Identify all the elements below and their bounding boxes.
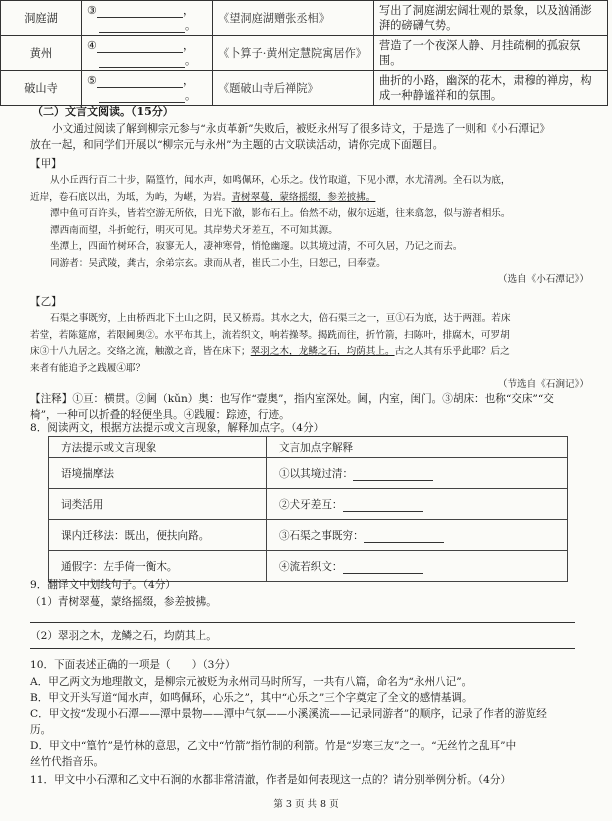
answer-slot: ⑤ ， 。 <box>82 71 213 106</box>
answer-prompt: ①以其境过清： <box>278 467 354 480</box>
q9-part-2: （2）翠羽之木，龙鳞之石，均荫其上。 <box>30 630 217 642</box>
question-9: 9．翻译文中划线句子。（4分） <box>30 579 176 591</box>
q10-options <box>30 674 605 770</box>
blank-line[interactable] <box>97 5 183 18</box>
jia-line: 近岸，卷石底以出，为坻，为屿，为嵁，为岩。 <box>30 191 232 203</box>
table-header-row <box>49 437 568 458</box>
option-d-cont: 丝竹代指音乐。 <box>30 756 105 768</box>
option-c-cont: 历。 <box>30 724 52 736</box>
blank-line[interactable] <box>99 20 185 33</box>
page-footer: 第 3 页 共 8 页 <box>273 799 339 810</box>
slot-number: ④ <box>87 39 98 52</box>
notes-line: 【注释】①亘：横贯。②阃（kǔn）奥：也写作“壸奥”，指内室深处。阃，内室，闺门。③胡床：也称“交床”“交 <box>30 393 554 405</box>
blank-line[interactable] <box>99 90 185 103</box>
blank-line[interactable] <box>99 55 185 68</box>
answer-blank[interactable] <box>343 499 423 512</box>
answer-prompt: ④流若织文： <box>278 560 343 573</box>
answer-slot: ④ ， 。 <box>82 36 213 71</box>
method-cell: 语境揣摩法 <box>49 458 267 489</box>
yi-line: 石渠之事既穷，上由桥西北下土山之阴，民又桥焉。其水之大，倍石渠三之一，亘①石为底，达于两涯。若床 <box>50 313 511 324</box>
option-c: C．甲文按“发现小石潭——潭中景物——潭中气氛——小溪溪流——记录同游者”的顺序，记录了作者的游览经 <box>30 708 547 720</box>
yi-line: 古之人其有乐乎此耶？后之 <box>394 346 510 357</box>
question-11: 11．甲文中小石潭和乙文中石涧的水都非常清澈，作者是如何表现这一点的？请分别举例分析。（4分） <box>30 774 512 786</box>
yi-underlined-sentence: 翠羽之木，龙鳞之石，均荫其上。 <box>250 346 395 357</box>
section-title: （二）文言文阅读。（15分） <box>32 105 174 118</box>
slot-number: ⑤ <box>87 74 98 87</box>
q9-part-1: （1）青树翠蔓，蒙络摇缀，参差披拂。 <box>30 596 217 608</box>
answer-prompt: ③石渠之事既穷： <box>278 529 364 542</box>
column-header: 方法提示或文言现象 <box>49 437 267 458</box>
notes-line: 椅”，一种可以折叠的轻便坐具。④践履：踪迹，行迹。 <box>30 409 290 421</box>
answer-blank[interactable] <box>353 468 433 481</box>
answer-cell <box>266 489 567 520</box>
landscape-table <box>0 0 608 106</box>
answer-prompt: ②犬牙差互： <box>278 498 343 511</box>
jia-label: 【甲】 <box>30 158 62 170</box>
yi-label: 【乙】 <box>30 296 62 308</box>
intro-line: 放在一起，和同学们开展以“柳宗元与永州”为主题的古文联读活动，请你完成下面题目。 <box>30 139 444 151</box>
poem-cell: 《题破山寺后禅院》 <box>213 71 374 106</box>
desc-cell: 营造了一个夜深人静、月挂疏桐的孤寂氛围。 <box>374 36 608 71</box>
place-cell: 洞庭湖 <box>1 1 82 36</box>
yi-line: 床③十八九居之。交络之流，触激之音，皆在床下； <box>30 346 251 357</box>
table-row <box>49 458 568 489</box>
answer-blank[interactable] <box>364 530 444 543</box>
option-d: D．甲文中“篁竹”是竹林的意思，乙文中“竹箭”指竹制的利箭。竹是“岁寒三友”之一。“无丝竹之乱耳”中 <box>30 740 517 752</box>
column-header: 文言加点字解释 <box>266 437 567 458</box>
poem-cell: 《卜算子·黄州定慧院寓居作》 <box>213 36 374 71</box>
answer-blank[interactable] <box>343 561 423 574</box>
table-row <box>1 36 608 71</box>
yi-source: （节选自《石涧记》） <box>497 379 589 390</box>
answer-cell <box>266 458 567 489</box>
blank-line[interactable] <box>97 40 183 53</box>
answer-cell <box>266 551 567 582</box>
option-b: B．甲文开头写道“闻水声，如鸣佩环，心乐之”，其中“心乐之”三个字奠定了全文的感情基调。 <box>30 692 473 704</box>
method-cell: 词类活用 <box>49 489 267 520</box>
poem-cell: 《望洞庭湖赠张丞相》 <box>213 1 374 36</box>
jia-source: （选自《小石潭记》） <box>497 274 589 285</box>
table-row <box>1 71 608 106</box>
jia-line: 同游者：吴武陵，龚古，余弟宗玄。隶而从者，崔氏二小生，曰恕己，曰奉壹。 <box>50 257 386 269</box>
place-cell: 破山寺 <box>1 71 82 106</box>
table-row <box>49 489 568 520</box>
method-cell: 课内迁移法：既出，便扶向路。 <box>49 520 267 551</box>
yi-text <box>30 311 605 394</box>
yi-line: 来者有能追予之践履④耶？ <box>30 362 146 374</box>
table-row <box>49 520 568 551</box>
option-a: A．甲乙两文为地理散文，是柳宗元被贬为永州司马时所写，一共有八篇，命名为“永州八记”。 <box>30 676 473 688</box>
place-cell: 黄州 <box>1 36 82 71</box>
jia-line: 潭西南而望，斗折蛇行，明灭可见。其岸势犬牙差互，不可知其源。 <box>50 224 338 236</box>
intro-line: 小文通过阅读了解到柳宗元参与“永贞革新”失败后，被贬永州写了很多诗文，于是选了一则和《小石潭记》 <box>52 123 551 135</box>
intro <box>30 121 600 153</box>
q8-table <box>48 436 568 582</box>
answer-slot: ③ ， 。 <box>82 1 213 36</box>
answer-cell <box>266 520 567 551</box>
jia-line: 潭中鱼可百许头，皆若空游无所依，日光下澈，影布石上。佁然不动，俶尔远逝，往来翕忽，似与游者相乐。 <box>50 208 511 219</box>
jia-text <box>30 173 605 289</box>
slot-number: ③ <box>87 4 98 17</box>
desc-cell: 曲折的小路，幽深的花木，肃穆的禅房，构成一种静谧祥和的氛围。 <box>374 71 608 106</box>
desc-cell: 写出了洞庭湖宏阔壮观的景象，以及汹涌澎湃的磅礴气势。 <box>374 1 608 36</box>
answer-line[interactable] <box>30 648 575 649</box>
answer-line[interactable] <box>30 622 575 623</box>
method-cell: 通假字：左手倚一衡木。 <box>49 551 267 582</box>
yi-line: 若堂，若陈筵席，若限阃奥②。水平布其上，流若织文，响若操琴。揭跣而往，折竹箭，扫陈叶，排腐木，可罗胡 <box>30 329 510 341</box>
table-row <box>1 1 608 36</box>
jia-line: 坐潭上，四面竹树环合，寂寥无人，凄神寒骨，悄怆幽邃。以其境过清，不可久居，乃记之而去。 <box>50 241 463 252</box>
jia-underlined-sentence: 青树翠蔓，蒙络摇缀，参差披拂。 <box>231 191 376 203</box>
blank-line[interactable] <box>97 75 183 88</box>
question-8: 8．阅读两文，根据方法提示或文言现象，解释加点字。（4分） <box>30 422 325 434</box>
jia-line: 从小丘西行百二十步，隔篁竹，闻水声，如鸣佩环，心乐之。伐竹取道，下见小潭，水尤清冽。全石以为底， <box>50 175 511 186</box>
question-10: 10．下面表述正确的一项是（ ）（3分） <box>30 659 236 671</box>
notes <box>30 391 605 423</box>
